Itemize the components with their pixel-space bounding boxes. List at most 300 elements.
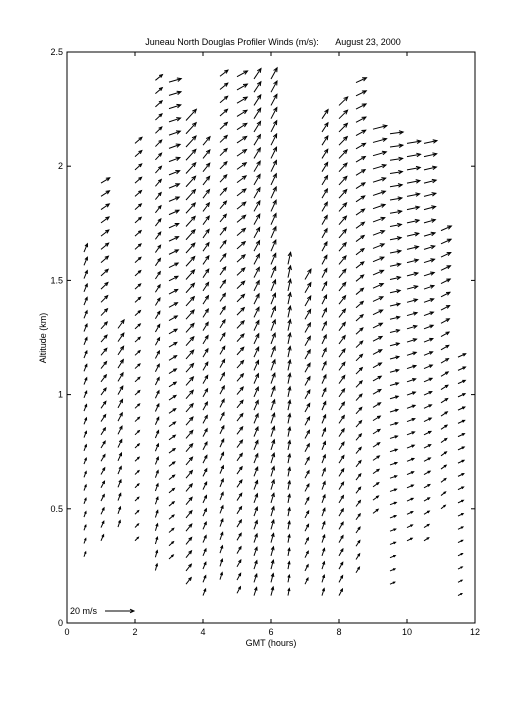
wind-vector <box>271 333 275 344</box>
wind-vector <box>271 560 274 569</box>
wind-vector <box>424 498 430 501</box>
wind-vector <box>356 540 360 546</box>
wind-vector <box>322 348 326 357</box>
wind-vector <box>288 414 291 424</box>
wind-vector <box>237 281 245 288</box>
x-tick-label: 8 <box>336 627 342 637</box>
x-axis <box>64 52 480 637</box>
wind-vector <box>186 430 193 438</box>
wind-vector <box>373 469 379 473</box>
wind-vector <box>407 246 419 250</box>
wind-vector <box>220 559 223 566</box>
wind-vector <box>84 351 87 358</box>
wind-vector <box>271 467 275 477</box>
wind-vector <box>84 244 88 252</box>
wind-vector <box>220 241 226 249</box>
wind-vector <box>271 400 275 410</box>
wind-vector <box>135 217 141 223</box>
wind-vector <box>339 549 343 556</box>
wind-vector <box>254 294 259 304</box>
wind-vector <box>155 193 161 200</box>
wind-vector <box>441 279 450 284</box>
wind-vector <box>135 191 141 197</box>
wind-vector <box>237 467 242 474</box>
wind-vector <box>339 309 345 317</box>
wind-vector <box>288 279 292 291</box>
wind-vector <box>155 311 159 319</box>
wind-vector <box>220 359 225 367</box>
wind-vector <box>220 175 227 182</box>
wind-vector <box>339 509 343 516</box>
wind-vector <box>441 465 446 469</box>
wind-vector <box>237 97 247 103</box>
wind-vector <box>237 427 243 435</box>
wind-vector <box>155 338 159 346</box>
wind-vector <box>373 191 385 196</box>
wind-vector <box>288 467 291 476</box>
wind-vector <box>356 407 362 413</box>
wind-vector <box>118 360 123 369</box>
wind-vector <box>356 249 364 255</box>
wind-vector <box>254 254 259 264</box>
wind-vector <box>254 307 259 317</box>
wind-vector <box>458 367 465 370</box>
wind-vector <box>322 442 326 450</box>
wind-vector <box>356 474 361 480</box>
wind-vector <box>186 350 194 359</box>
wind-vector <box>220 109 228 116</box>
wind-vector <box>237 294 244 301</box>
wind-vector <box>254 534 257 543</box>
wind-vector <box>288 562 290 570</box>
wind-vector <box>322 229 327 238</box>
wind-vector <box>322 242 327 251</box>
wind-vector <box>407 180 420 184</box>
wind-vector <box>186 337 194 346</box>
wind-vector <box>424 219 435 223</box>
wind-vector <box>322 535 325 543</box>
wind-vector <box>271 187 276 198</box>
wind-vector <box>101 348 107 355</box>
wind-vector <box>407 233 419 237</box>
wind-vector <box>322 388 326 397</box>
wind-vector <box>305 538 308 545</box>
wind-vector <box>305 377 310 386</box>
wind-vector <box>305 457 309 465</box>
wind-vector <box>186 310 194 319</box>
wind-vector <box>118 320 124 328</box>
wind-vector <box>339 216 346 225</box>
wind-vector <box>424 140 437 144</box>
wind-vector <box>271 200 276 211</box>
wind-vector <box>441 292 450 297</box>
wind-vector <box>339 482 344 489</box>
wind-vector <box>203 163 210 172</box>
wind-vector <box>220 83 228 89</box>
wind-vector <box>254 507 258 516</box>
wind-vector <box>424 405 432 408</box>
wind-vector <box>169 369 176 374</box>
wind-vector <box>407 166 420 170</box>
wind-vector <box>288 494 291 502</box>
wind-vector <box>155 153 161 160</box>
wind-vector <box>169 157 180 161</box>
wind-vector <box>322 202 327 211</box>
wind-vector <box>203 482 207 490</box>
wind-vector <box>390 197 402 201</box>
wind-vector <box>356 514 360 520</box>
wind-vector <box>186 270 195 280</box>
wind-vector <box>254 574 257 582</box>
wind-vector <box>254 121 261 132</box>
wind-vector <box>288 575 290 582</box>
wind-vector <box>84 552 86 557</box>
wind-vector <box>407 286 418 290</box>
wind-vector <box>101 335 107 342</box>
wind-vector <box>135 271 141 276</box>
wind-vector <box>155 179 161 186</box>
wind-vector <box>271 426 275 436</box>
wind-vector <box>135 431 139 435</box>
wind-vector <box>254 267 259 277</box>
wind-vector <box>186 404 193 412</box>
wind-vector <box>155 114 162 120</box>
wind-vector <box>135 471 139 475</box>
wind-vector <box>424 431 431 434</box>
wind-vector <box>271 240 276 251</box>
wind-vector <box>390 436 397 439</box>
wind-vector <box>373 257 384 262</box>
wind-vector <box>135 164 142 170</box>
wind-vector <box>271 373 275 384</box>
wind-vector <box>118 333 124 342</box>
wind-vector <box>339 256 346 264</box>
wind-vector <box>305 309 311 319</box>
wind-vector <box>220 492 223 500</box>
wind-vector <box>155 391 159 399</box>
wind-vector <box>407 299 417 302</box>
wind-vector <box>237 268 245 275</box>
y-tick-label: 2.5 <box>50 47 63 57</box>
wind-vector <box>84 378 87 385</box>
wind-vector <box>322 335 326 344</box>
wind-vector <box>356 381 362 387</box>
wind-vector <box>356 487 361 493</box>
wind-vector <box>271 147 277 158</box>
wind-vector <box>424 418 431 421</box>
wind-vector <box>305 484 309 491</box>
wind-vector <box>155 470 158 477</box>
wind-vector <box>339 469 344 477</box>
wind-vector <box>407 365 416 368</box>
wind-vector <box>203 229 209 238</box>
wind-vector <box>254 360 259 370</box>
wind-vector <box>169 342 177 347</box>
wind-vector <box>186 377 193 386</box>
wind-vector <box>373 350 382 355</box>
wind-vector <box>407 325 417 328</box>
wind-vector <box>135 457 139 461</box>
wind-vector <box>458 380 465 383</box>
wind-vector <box>322 176 328 185</box>
y-axis <box>50 47 475 628</box>
wind-vector <box>339 203 347 212</box>
wind-vector <box>169 435 175 440</box>
wind-vector <box>237 400 243 408</box>
wind-vector <box>101 495 104 502</box>
wind-vector <box>169 276 178 281</box>
wind-vector <box>169 170 180 174</box>
wind-vector <box>118 386 123 394</box>
wind-vector <box>390 263 401 266</box>
wind-vector <box>441 226 451 231</box>
wind-vector <box>203 562 206 569</box>
wind-vector <box>356 222 364 228</box>
wind-vector <box>322 123 328 132</box>
wind-vector <box>373 403 381 408</box>
wind-vector <box>186 390 193 398</box>
wind-vector <box>339 123 347 132</box>
wind-vector <box>169 263 178 268</box>
wind-vector <box>305 551 308 557</box>
wind-vector <box>84 445 86 451</box>
wind-vector <box>339 522 343 529</box>
wind-vector <box>135 391 140 395</box>
wind-vector <box>373 390 381 395</box>
wind-vector <box>322 110 328 119</box>
wind-vector <box>220 532 223 539</box>
wind-vector <box>237 493 242 500</box>
wind-vector <box>424 524 429 527</box>
wind-vector <box>254 480 258 489</box>
wind-vector <box>356 368 362 374</box>
wind-vector <box>203 429 207 437</box>
wind-vector <box>135 511 139 515</box>
wind-vector <box>237 374 243 382</box>
wind-vector <box>155 484 158 491</box>
wind-vector <box>254 521 257 530</box>
wind-vector <box>237 507 242 514</box>
wind-vector <box>424 352 433 356</box>
wind-vector <box>135 284 141 289</box>
wind-vector <box>237 387 243 395</box>
wind-vector <box>135 537 138 541</box>
wind-vector <box>339 362 345 370</box>
wind-vector <box>339 429 344 437</box>
wind-vector <box>424 272 434 276</box>
wind-vector <box>237 547 241 554</box>
wind-vector <box>390 329 399 332</box>
wind-vector <box>101 521 104 527</box>
wind-vector <box>135 337 140 342</box>
wind-vector <box>186 203 195 213</box>
wind-vector <box>390 502 396 504</box>
wind-vector <box>135 151 142 157</box>
reference-arrow <box>105 609 134 613</box>
wind-vector <box>322 375 326 384</box>
wind-vector <box>155 524 158 531</box>
wind-vector <box>169 78 181 82</box>
wind-vector <box>186 484 192 492</box>
wind-vector <box>305 444 309 452</box>
wind-vector <box>186 564 191 571</box>
wind-vector <box>186 537 192 544</box>
wind-vector <box>356 156 365 162</box>
wind-vector <box>390 383 398 386</box>
wind-vector <box>373 310 383 315</box>
wind-vector <box>322 149 328 158</box>
wind-vector <box>220 149 227 156</box>
wind-vector <box>169 329 177 334</box>
wind-vector <box>155 497 158 504</box>
wind-vector <box>373 483 379 487</box>
wind-vector <box>135 324 140 329</box>
wind-vector <box>458 580 462 582</box>
wind-vector <box>84 538 86 543</box>
wind-vector <box>373 270 384 275</box>
wind-vector <box>322 255 327 264</box>
y-tick-label: 1 <box>57 389 63 400</box>
wind-vector <box>101 375 106 382</box>
wind-vector <box>155 206 161 213</box>
wind-vector <box>118 373 123 382</box>
wind-vector <box>288 454 291 463</box>
wind-vector <box>135 257 141 262</box>
wind-vector <box>101 362 107 369</box>
wind-vector <box>254 241 260 251</box>
wind-vector <box>339 282 346 290</box>
wind-vector <box>203 442 207 450</box>
wind-vector <box>458 527 463 529</box>
wind-vector <box>407 485 413 488</box>
wind-vector <box>186 417 193 425</box>
wind-vector <box>424 445 431 448</box>
wind-vector <box>424 471 430 474</box>
wind-vector <box>271 413 275 423</box>
wind-vector <box>356 341 363 347</box>
wind-vector <box>271 346 275 357</box>
wind-vector <box>390 369 399 372</box>
wind-vector <box>305 350 310 359</box>
wind-vector <box>271 574 274 583</box>
wind-vector <box>186 551 192 558</box>
wind-vector <box>373 443 380 447</box>
wind-vector <box>220 439 224 447</box>
wind-vector <box>407 153 421 157</box>
wind-vector <box>135 417 140 421</box>
wind-vector <box>169 542 174 546</box>
wind-vector <box>220 519 223 527</box>
wind-vector <box>407 538 412 541</box>
wind-vector <box>203 269 209 278</box>
wind-vector <box>84 512 86 517</box>
wind-vector <box>118 413 122 421</box>
wind-vector <box>339 349 345 357</box>
wind-vector <box>169 223 179 227</box>
wind-vector <box>339 442 344 450</box>
wind-vector <box>322 215 327 224</box>
wind-vector <box>407 405 415 408</box>
wind-vector <box>458 554 463 556</box>
wind-vector <box>390 170 402 174</box>
wind-vector <box>186 471 192 479</box>
wind-vector <box>356 301 363 307</box>
wind-vector <box>203 243 209 252</box>
wind-vector <box>101 269 108 275</box>
wind-vector <box>254 227 260 237</box>
wind-vector <box>186 176 196 187</box>
wind-vector <box>186 444 193 452</box>
wind-vector <box>407 392 415 395</box>
wind-vector <box>254 400 258 410</box>
wind-vector <box>203 495 207 502</box>
wind-vector <box>407 472 414 475</box>
wind-vector <box>407 140 421 144</box>
wind-vector <box>288 441 291 450</box>
wind-vector <box>135 297 141 302</box>
wind-vector <box>356 554 360 560</box>
wind-vector <box>186 524 192 531</box>
wind-vector <box>356 434 361 440</box>
wind-vector <box>101 309 107 316</box>
wind-vector <box>271 507 274 516</box>
wind-vector <box>220 546 223 553</box>
wind-vector <box>254 320 259 330</box>
wind-vector <box>101 481 105 488</box>
wind-vector <box>155 364 159 372</box>
wind-vector <box>424 312 433 316</box>
chart-title: Juneau North Douglas Profiler Winds (m/s): <box>145 37 319 47</box>
wind-vector <box>101 296 108 303</box>
wind-vector <box>186 283 194 292</box>
wind-vector <box>135 377 140 382</box>
wind-vector <box>339 589 342 596</box>
wind-vector <box>203 576 206 583</box>
wind-vector <box>373 509 378 513</box>
wind-vector <box>288 521 291 529</box>
wind-vector <box>441 332 449 337</box>
wind-vector <box>220 426 224 434</box>
wind-vector <box>458 514 463 516</box>
wind-vector <box>254 188 260 199</box>
wind-vector <box>424 206 436 210</box>
wind-vector <box>458 460 464 463</box>
wind-vector <box>169 237 179 241</box>
wind-vector <box>203 362 208 370</box>
wind-vector <box>271 81 277 92</box>
wind-vector <box>424 485 430 488</box>
wind-vector <box>407 418 415 421</box>
wind-vector <box>356 461 361 467</box>
y-tick-label: 2 <box>57 161 63 172</box>
wind-vector <box>288 333 291 344</box>
wind-vector <box>220 466 223 474</box>
wind-vector <box>220 506 223 514</box>
wind-vector <box>322 136 328 145</box>
wind-vector <box>101 455 105 462</box>
wind-vector <box>458 594 462 596</box>
wind-vector <box>220 346 225 354</box>
wind-vector <box>220 136 227 143</box>
wind-vector <box>305 269 311 279</box>
wind-vector <box>322 295 327 304</box>
wind-vector <box>254 547 257 556</box>
wind-vector <box>237 202 246 209</box>
wind-vector <box>424 166 436 170</box>
wind-vector <box>373 323 382 328</box>
wind-vector <box>155 404 158 412</box>
wind-vector <box>118 520 120 527</box>
